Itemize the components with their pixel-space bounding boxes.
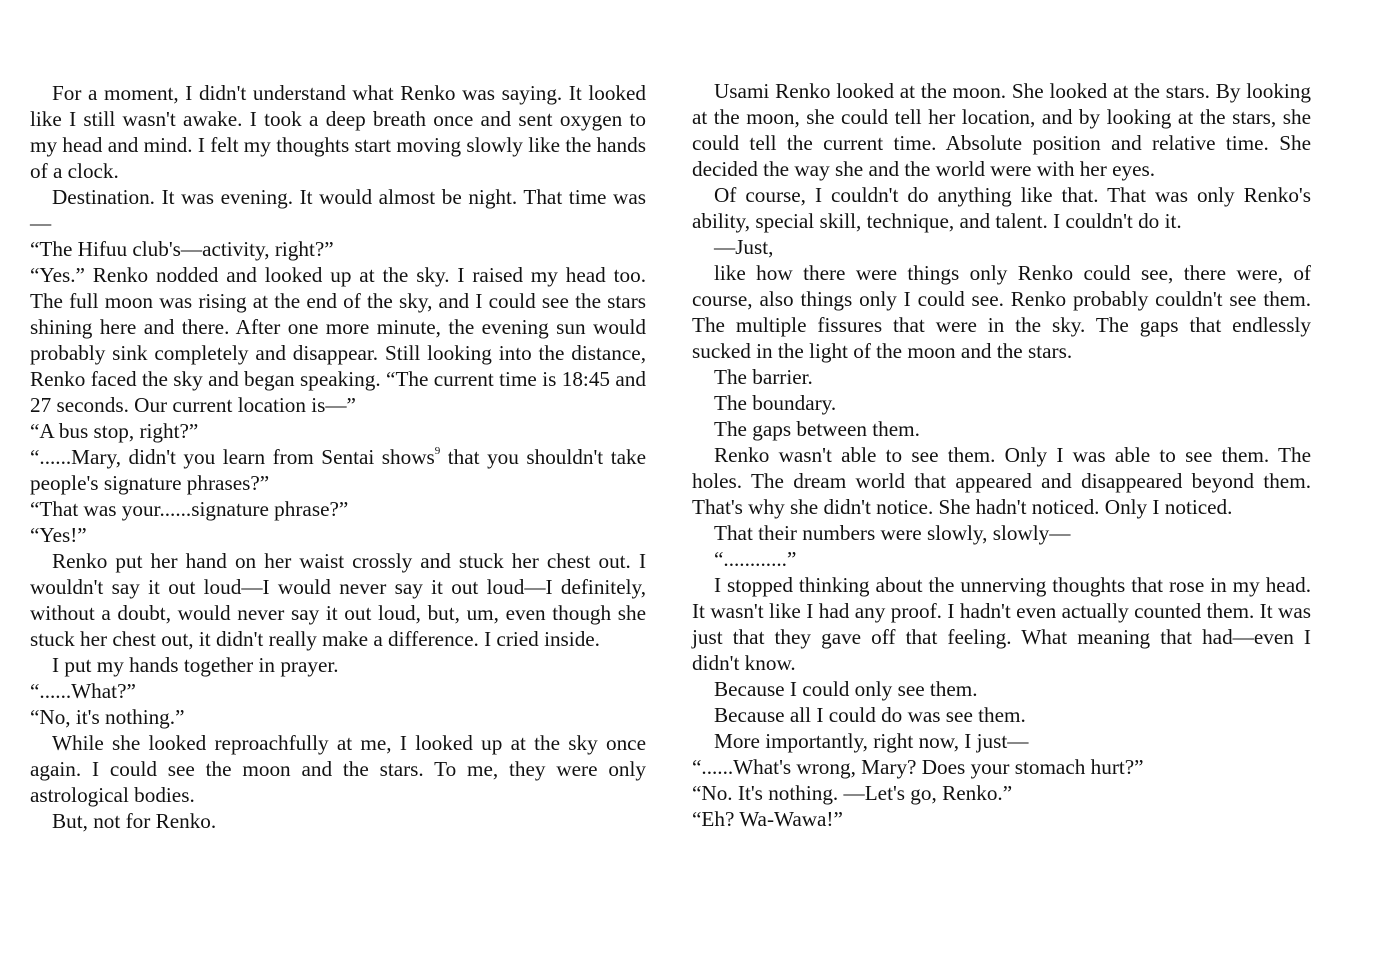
paragraph: like how there were things only Renko could see, there were, of course, also things only I could see. Renko probably couldn't see them. The multiple fissures that were in the sky. The gaps that endlessly sucked in the light of the moon and the stars. bbox=[692, 261, 1311, 363]
dialogue-line bbox=[30, 444, 646, 496]
paragraph: Usami Renko looked at the moon. She looked at the stars. By looking at the moon, she could tell her location, and by looking at the stars, she could tell the current time. Absolute position and relative time. She decided the way she and the world were with her eyes. bbox=[692, 79, 1311, 181]
right-column bbox=[692, 78, 1311, 832]
paragraph: The barrier. bbox=[714, 365, 813, 389]
footnote-marker: 9 bbox=[434, 445, 441, 457]
dialogue-line: “The Hifuu club's—activity, right?” bbox=[30, 237, 334, 261]
dialogue-line: “No, it's nothing.” bbox=[30, 705, 185, 729]
paragraph: But, not for Renko. bbox=[52, 809, 217, 833]
dialogue-text: that you shouldn't take people's signature phrases?” bbox=[30, 445, 646, 495]
dialogue-line: “......What?” bbox=[30, 679, 136, 703]
paragraph: Renko wasn't able to see them. Only I was able to see them. The holes. The dream world that appeared and disappeared beyond them. That's why she didn't notice. She hadn't noticed. Only I noticed. bbox=[692, 443, 1311, 519]
paragraph: Destination. It was evening. It would almost be night. That time was— bbox=[30, 185, 646, 235]
paragraph: The boundary. bbox=[714, 391, 837, 415]
dialogue-line: “Yes.” Renko nodded and looked up at the sky. I raised my head too. The full moon was rising at the end of the sky, and I could see the stars shining here and there. After one more minute, the evening sun would probably sink completely and disappear. Still looking into the distance, Renko faced the sky and began speaking. “The current time is 18:45 and 27 seconds. Our current location is—” bbox=[30, 263, 646, 417]
paragraph: For a moment, I didn't understand what Renko was saying. It looked like I still wasn't awake. I took a deep breath once and sent oxygen to my head and mind. I felt my thoughts start moving slowly like the hands of a clock. bbox=[30, 81, 646, 183]
left-column bbox=[30, 80, 646, 834]
paragraph: “............” bbox=[714, 547, 797, 571]
paragraph: I stopped thinking about the unnerving thoughts that rose in my head. It wasn't like I had any proof. I hadn't even actually counted them. It was just that they gave off that feeling. What meaning that had—even I didn't know. bbox=[692, 573, 1311, 675]
dialogue-line: “A bus stop, right?” bbox=[30, 419, 199, 443]
dialogue-line: “Eh? Wa-Wawa!” bbox=[692, 807, 843, 831]
dialogue-text: “......Mary, didn't you learn from Sentai shows bbox=[30, 445, 435, 469]
dialogue-line: “......What's wrong, Mary? Does your stomach hurt?” bbox=[692, 755, 1144, 779]
dialogue-line: “No. It's nothing. —Let's go, Renko.” bbox=[692, 781, 1013, 805]
paragraph: I put my hands together in prayer. bbox=[52, 653, 339, 677]
paragraph: More importantly, right now, I just— bbox=[714, 729, 1029, 753]
dialogue-line: “That was your......signature phrase?” bbox=[30, 497, 349, 521]
paragraph: The gaps between them. bbox=[714, 417, 920, 441]
paragraph: Renko put her hand on her waist crossly and stuck her chest out. I wouldn't say it out loud—I would never say it out loud—I definitely, without a doubt, would never say it out loud, but, um, even though she stuck her chest out, it didn't really make a difference. I cried inside. bbox=[30, 549, 646, 651]
paragraph: Because I could only see them. bbox=[714, 677, 978, 701]
paragraph: Of course, I couldn't do anything like that. That was only Renko's ability, special skill, technique, and talent. I couldn't do it. bbox=[692, 183, 1311, 233]
paragraph: That their numbers were slowly, slowly— bbox=[714, 521, 1071, 545]
dialogue-line: “Yes!” bbox=[30, 523, 87, 547]
paragraph: While she looked reproachfully at me, I looked up at the sky once again. I could see the moon and the stars. To me, they were only astrological bodies. bbox=[30, 731, 646, 807]
paragraph: —Just, bbox=[714, 235, 774, 259]
paragraph: Because all I could do was see them. bbox=[714, 703, 1026, 727]
